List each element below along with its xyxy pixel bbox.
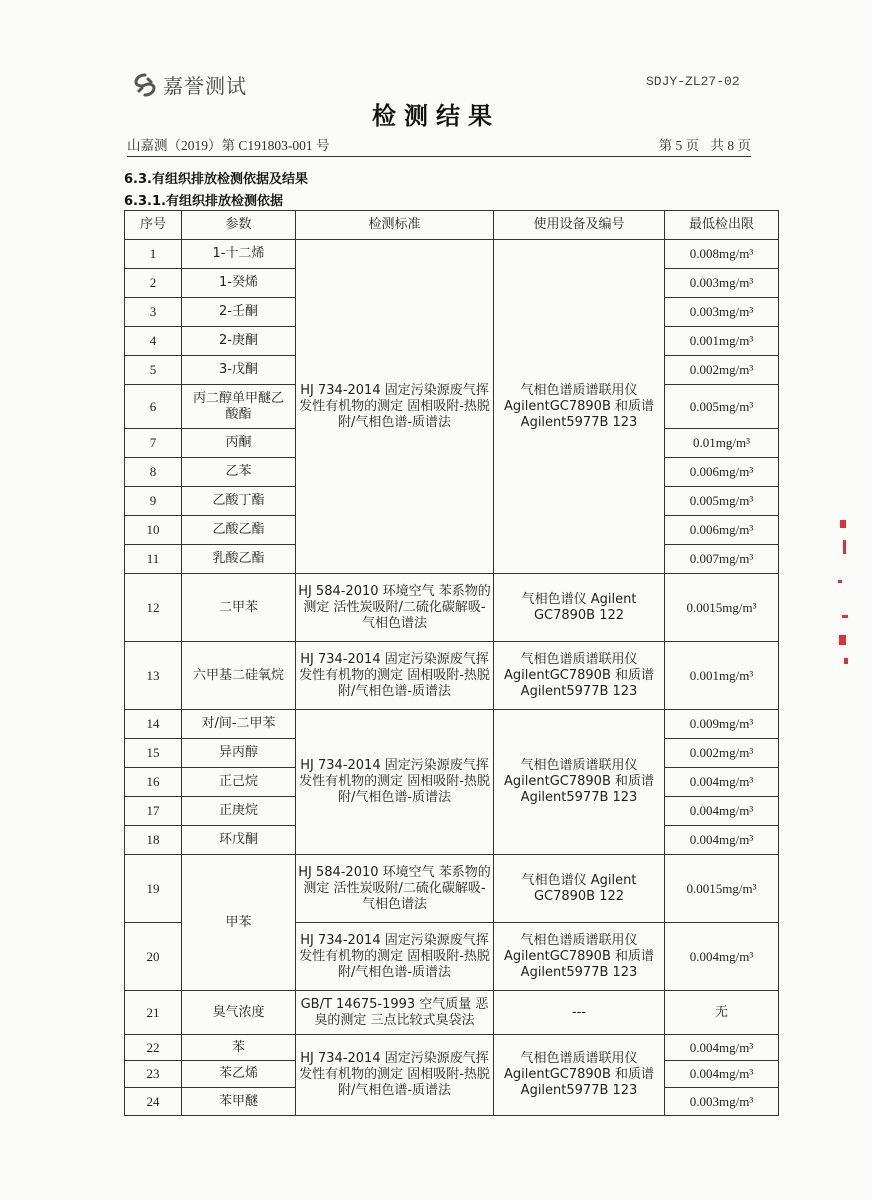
- row-param: 六甲基二硅氧烷: [182, 642, 296, 710]
- row-param: 正己烷: [182, 768, 296, 797]
- method-cell: HJ 734-2014 固定污染源废气挥发性有机物的测定 固相吸附-热脱附/气相色谱-质谱法: [296, 642, 494, 710]
- col-header-standard: 检测标准: [296, 211, 494, 240]
- row-limit: 0.003mg/m³: [665, 269, 779, 298]
- page-total: 共 8 页: [710, 138, 751, 153]
- table-row: [125, 991, 779, 1035]
- row-param: 苯: [182, 1035, 296, 1061]
- row-limit: 无: [665, 991, 779, 1035]
- row-no: 8: [125, 458, 182, 487]
- logo-mark-icon: [133, 73, 157, 97]
- row-limit: 0.004mg/m³: [665, 826, 779, 855]
- row-param: 丙酮: [182, 429, 296, 458]
- row-no: 7: [125, 429, 182, 458]
- row-limit: 0.0015mg/m³: [665, 855, 779, 923]
- equipment-cell: 气相色谱质谱联用仪 AgilentGC7890B 和质谱 Agilent5977B 123: [494, 642, 665, 710]
- row-no: 11: [125, 545, 182, 574]
- row-limit: 0.004mg/m³: [665, 1061, 779, 1088]
- row-limit: 0.002mg/m³: [665, 739, 779, 768]
- equipment-cell: 气相色谱质谱联用仪 AgilentGC7890B 和质谱 Agilent5977B 123: [494, 240, 665, 574]
- row-param: 苯甲醚: [182, 1088, 296, 1116]
- row-no: 9: [125, 487, 182, 516]
- row-limit: 0.003mg/m³: [665, 1088, 779, 1116]
- row-limit: 0.005mg/m³: [665, 385, 779, 429]
- row-no: 2: [125, 269, 182, 298]
- row-no: 15: [125, 739, 182, 768]
- row-no: 22: [125, 1035, 182, 1061]
- row-param: 2-壬酮: [182, 298, 296, 327]
- row-no: 20: [125, 923, 182, 991]
- report-number-line: [127, 134, 751, 157]
- row-param: 1-癸烯: [182, 269, 296, 298]
- method-cell: HJ 734-2014 固定污染源废气挥发性有机物的测定 固相吸附-热脱附/气相色谱-质谱法: [296, 240, 494, 574]
- row-limit: 0.002mg/m³: [665, 356, 779, 385]
- brand-name: 嘉誉测试: [163, 74, 247, 98]
- row-limit: 0.003mg/m³: [665, 298, 779, 327]
- row-limit: 0.006mg/m³: [665, 458, 779, 487]
- row-limit: 0.004mg/m³: [665, 768, 779, 797]
- subsection-heading: 6.3.1.有组织排放检测依据: [124, 194, 283, 209]
- method-cell: HJ 734-2014 固定污染源废气挥发性有机物的测定 固相吸附-热脱附/气相色谱-质谱法: [296, 923, 494, 991]
- row-param: 乙酸乙酯: [182, 516, 296, 545]
- table-header-row: [125, 211, 779, 240]
- table-row: [125, 642, 779, 710]
- page-indicator: [651, 134, 751, 154]
- row-param: 1-十二烯: [182, 240, 296, 269]
- row-limit: 0.008mg/m³: [665, 240, 779, 269]
- method-cell: HJ 584-2010 环境空气 苯系物的测定 活性炭吸附/二硫化碳解吸-气相色谱法: [296, 574, 494, 642]
- row-param: 乳酸乙酯: [182, 545, 296, 574]
- row-param: 乙酸丁酯: [182, 487, 296, 516]
- row-limit: 0.01mg/m³: [665, 429, 779, 458]
- equipment-cell: 气相色谱仪 Agilent GC7890B 122: [494, 574, 665, 642]
- method-cell: HJ 734-2014 固定污染源废气挥发性有机物的测定 固相吸附-热脱附/气相色谱-质谱法: [296, 710, 494, 855]
- page-title: 检测结果: [372, 102, 500, 130]
- row-no: 10: [125, 516, 182, 545]
- row-no: 23: [125, 1061, 182, 1088]
- row-no: 21: [125, 991, 182, 1035]
- row-no: 14: [125, 710, 182, 739]
- table-row: [125, 1035, 779, 1061]
- page-current: 第 5 页: [658, 138, 700, 153]
- row-param: 环戊酮: [182, 826, 296, 855]
- row-limit: 0.0015mg/m³: [665, 574, 779, 642]
- row-param: 甲苯: [182, 855, 296, 991]
- row-param: 正庚烷: [182, 797, 296, 826]
- row-no: 1: [125, 240, 182, 269]
- equipment-cell: ---: [494, 991, 665, 1035]
- row-limit: 0.009mg/m³: [665, 710, 779, 739]
- equipment-cell: 气相色谱质谱联用仪 AgilentGC7890B 和质谱 Agilent5977B 123: [494, 1035, 665, 1116]
- method-cell: HJ 734-2014 固定污染源废气挥发性有机物的测定 固相吸附-热脱附/气相色谱-质谱法: [296, 1035, 494, 1116]
- row-param: 对/间-二甲苯: [182, 710, 296, 739]
- row-limit: 0.005mg/m³: [665, 487, 779, 516]
- row-limit: 0.001mg/m³: [665, 327, 779, 356]
- company-logo: [133, 70, 247, 99]
- equipment-cell: 气相色谱质谱联用仪 AgilentGC7890B 和质谱 Agilent5977B 123: [494, 710, 665, 855]
- row-no: 3: [125, 298, 182, 327]
- document-code: SDJY-ZL27-02: [646, 74, 740, 89]
- equipment-cell: 气相色谱质谱联用仪 AgilentGC7890B 和质谱 Agilent5977B 123: [494, 923, 665, 991]
- detection-basis-table: [124, 210, 779, 1116]
- table-row: [125, 240, 779, 269]
- method-cell: GB/T 14675-1993 空气质量 恶臭的测定 三点比较式臭袋法: [296, 991, 494, 1035]
- row-no: 5: [125, 356, 182, 385]
- row-param: 苯乙烯: [182, 1061, 296, 1088]
- section-heading: 6.3.有组织排放检测依据及结果: [124, 172, 308, 187]
- row-limit: 0.004mg/m³: [665, 797, 779, 826]
- row-limit: 0.006mg/m³: [665, 516, 779, 545]
- col-header-limit: 最低检出限: [665, 211, 779, 240]
- seal-fragment: [838, 520, 850, 670]
- row-limit: 0.004mg/m³: [665, 923, 779, 991]
- row-no: 18: [125, 826, 182, 855]
- table-row: [125, 574, 779, 642]
- row-no: 16: [125, 768, 182, 797]
- row-param: 二甲苯: [182, 574, 296, 642]
- table-row: [125, 710, 779, 739]
- row-param: 异丙醇: [182, 739, 296, 768]
- row-no: 4: [125, 327, 182, 356]
- row-limit: 0.004mg/m³: [665, 1035, 779, 1061]
- row-limit: 0.001mg/m³: [665, 642, 779, 710]
- row-no: 6: [125, 385, 182, 429]
- report-number: 山嘉测（2019）第 C191803-001 号: [127, 138, 330, 153]
- col-header-param: 参数: [182, 211, 296, 240]
- row-no: 17: [125, 797, 182, 826]
- row-no: 19: [125, 855, 182, 923]
- row-param: 乙苯: [182, 458, 296, 487]
- row-no: 24: [125, 1088, 182, 1116]
- row-no: 13: [125, 642, 182, 710]
- row-param: 丙二醇单甲醚乙酸酯: [182, 385, 296, 429]
- row-no: 12: [125, 574, 182, 642]
- col-header-equipment: 使用设备及编号: [494, 211, 665, 240]
- row-param: 2-庚酮: [182, 327, 296, 356]
- row-param: 臭气浓度: [182, 991, 296, 1035]
- col-header-no: 序号: [125, 211, 182, 240]
- method-cell: HJ 584-2010 环境空气 苯系物的测定 活性炭吸附/二硫化碳解吸-气相色谱法: [296, 855, 494, 923]
- equipment-cell: 气相色谱仪 Agilent GC7890B 122: [494, 855, 665, 923]
- row-limit: 0.007mg/m³: [665, 545, 779, 574]
- table-row: [125, 855, 779, 923]
- row-param: 3-戊酮: [182, 356, 296, 385]
